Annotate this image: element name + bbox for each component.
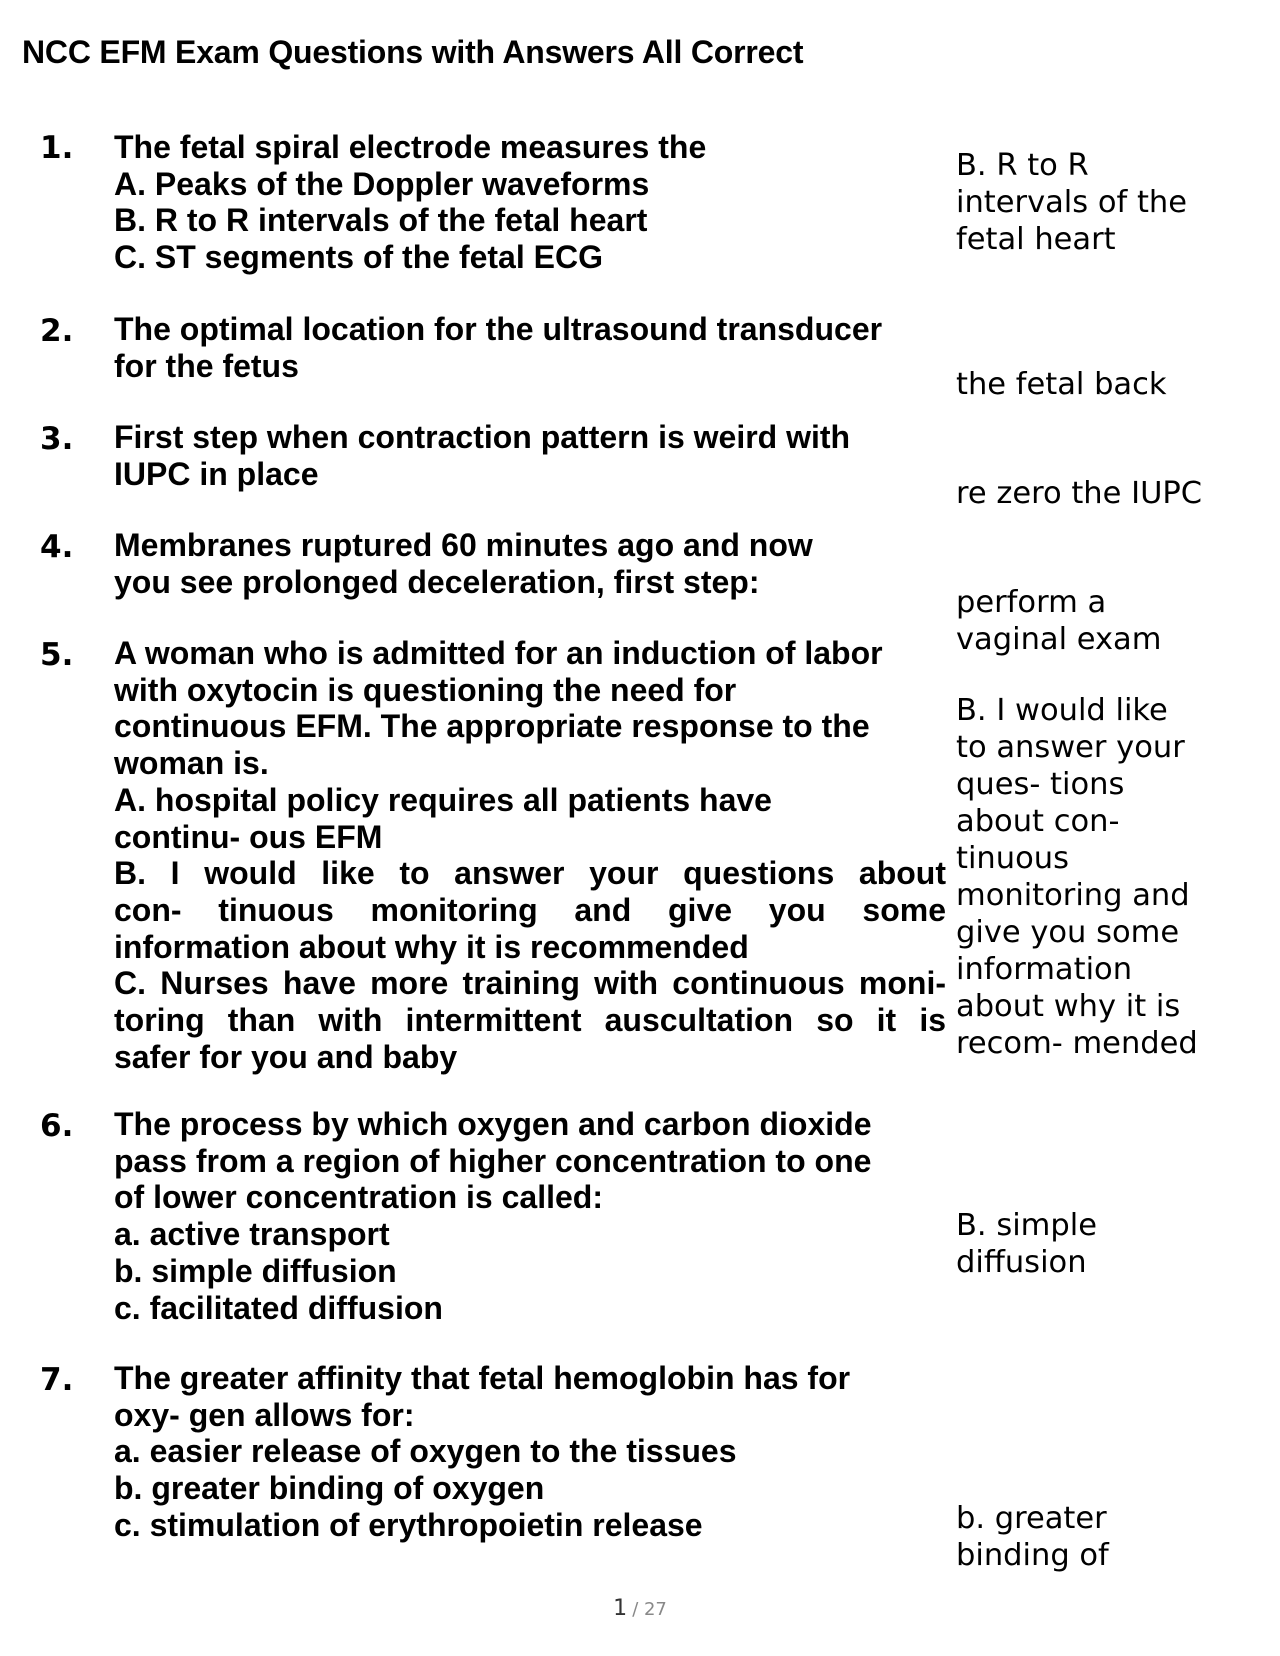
question-number: 4. <box>40 529 74 565</box>
question-option: C. Nurses have more training with continuous moni- <box>114 965 946 1002</box>
answer-line: recom- mended <box>956 1026 1198 1061</box>
answer-text <box>956 1500 1256 1574</box>
answer-line: give you some <box>956 915 1180 950</box>
question-option: toring than with intermittent auscultation so it is <box>114 1002 946 1039</box>
question-number: 6. <box>40 1108 74 1144</box>
question-option: C. ST segments of the fetal ECG <box>114 239 603 276</box>
answer-line: fetal heart <box>956 222 1116 257</box>
question-text <box>114 129 946 276</box>
question-option: safer for you and baby <box>114 1038 458 1075</box>
question-option: A. hospital policy requires all patients have <box>114 781 772 818</box>
question-text <box>114 527 946 600</box>
question-line: pass from a region of higher concentration to one <box>114 1142 872 1179</box>
answer-text <box>956 475 1256 512</box>
answer-line: about why it is <box>956 989 1181 1024</box>
answer-line: B. simple <box>956 1208 1097 1243</box>
question-option: a. easier release of oxygen to the tissues <box>114 1433 737 1470</box>
question-line: The optimal location for the ultrasound transducer <box>114 311 883 347</box>
question-number: 5. <box>40 637 74 673</box>
total-pages: / 27 <box>632 1599 667 1620</box>
question-line: you see prolonged deceleration, first step: <box>114 563 760 600</box>
question-line: woman is. <box>114 745 269 782</box>
question-text <box>114 635 946 1075</box>
answer-text <box>956 1207 1256 1281</box>
question-line: IUPC in place <box>114 455 319 492</box>
answer-text <box>956 366 1256 403</box>
question-option: continu- ous EFM <box>114 818 383 855</box>
answer-text <box>956 692 1256 1062</box>
answer-line: ques- tions <box>956 767 1125 802</box>
question-option: c. stimulation of erythropoietin release <box>114 1506 703 1543</box>
question-option: B. R to R intervals of the fetal heart <box>114 202 648 239</box>
answer-text <box>956 147 1256 258</box>
question-option: b. greater binding of oxygen <box>114 1470 545 1507</box>
question-line: The fetal spiral electrode measures the <box>114 129 707 165</box>
question-line: of lower concentration is called: <box>114 1179 603 1216</box>
answer-line: to answer your <box>956 730 1185 765</box>
answer-line: re zero the IUPC <box>956 476 1203 511</box>
question-number: 1. <box>40 130 74 166</box>
question-number: 3. <box>40 421 74 457</box>
answer-line: intervals of the <box>956 185 1188 220</box>
answer-line: vaginal exam <box>956 622 1162 657</box>
question-line: for the fetus <box>114 347 299 384</box>
question-line: A woman who is admitted for an induction of labor <box>114 635 883 671</box>
question-line: The greater affinity that fetal hemoglobin has for <box>114 1360 851 1396</box>
question-text <box>114 311 946 384</box>
question-line: First step when contraction pattern is weird with <box>114 419 851 455</box>
answer-line: B. R to R <box>956 148 1089 183</box>
answer-line: information <box>956 952 1133 987</box>
question-line: continuous EFM. The appropriate response to the <box>114 708 870 745</box>
page-indicator <box>0 1596 1280 1621</box>
answer-line: tinuous <box>956 841 1069 876</box>
answer-line: monitoring and <box>956 878 1190 913</box>
question-option: a. active transport <box>114 1216 390 1253</box>
answer-line: the fetal back <box>956 367 1167 402</box>
question-option: B. I would like to answer your questions about <box>114 855 946 892</box>
question-line: oxy- gen allows for: <box>114 1396 415 1433</box>
question-line: with oxytocin is questioning the need for <box>114 671 737 708</box>
question-number: 7. <box>40 1362 74 1398</box>
answer-line: b. greater <box>956 1501 1107 1536</box>
answer-line: perform a <box>956 585 1107 620</box>
question-text <box>114 419 946 492</box>
answer-line: B. I would like <box>956 693 1168 728</box>
answer-line: binding of <box>956 1538 1109 1573</box>
document-title: NCC EFM Exam Questions with Answers All Correct <box>22 34 804 70</box>
question-option: c. facilitated diffusion <box>114 1289 443 1326</box>
current-page: 1 <box>613 1596 628 1621</box>
question-option: information about why it is recommended <box>114 928 749 965</box>
question-line: The process by which oxygen and carbon dioxide <box>114 1106 872 1142</box>
question-line: Membranes ruptured 60 minutes ago and now <box>114 527 813 563</box>
answer-line: diffusion <box>956 1245 1087 1280</box>
question-option: A. Peaks of the Doppler waveforms <box>114 165 650 202</box>
answer-text <box>956 584 1256 658</box>
question-text <box>114 1360 946 1544</box>
question-text <box>114 1106 946 1326</box>
answer-line: about con- <box>956 804 1120 839</box>
question-number: 2. <box>40 313 74 349</box>
question-option: b. simple diffusion <box>114 1252 397 1289</box>
question-option: con- tinuous monitoring and give you some <box>114 891 946 928</box>
